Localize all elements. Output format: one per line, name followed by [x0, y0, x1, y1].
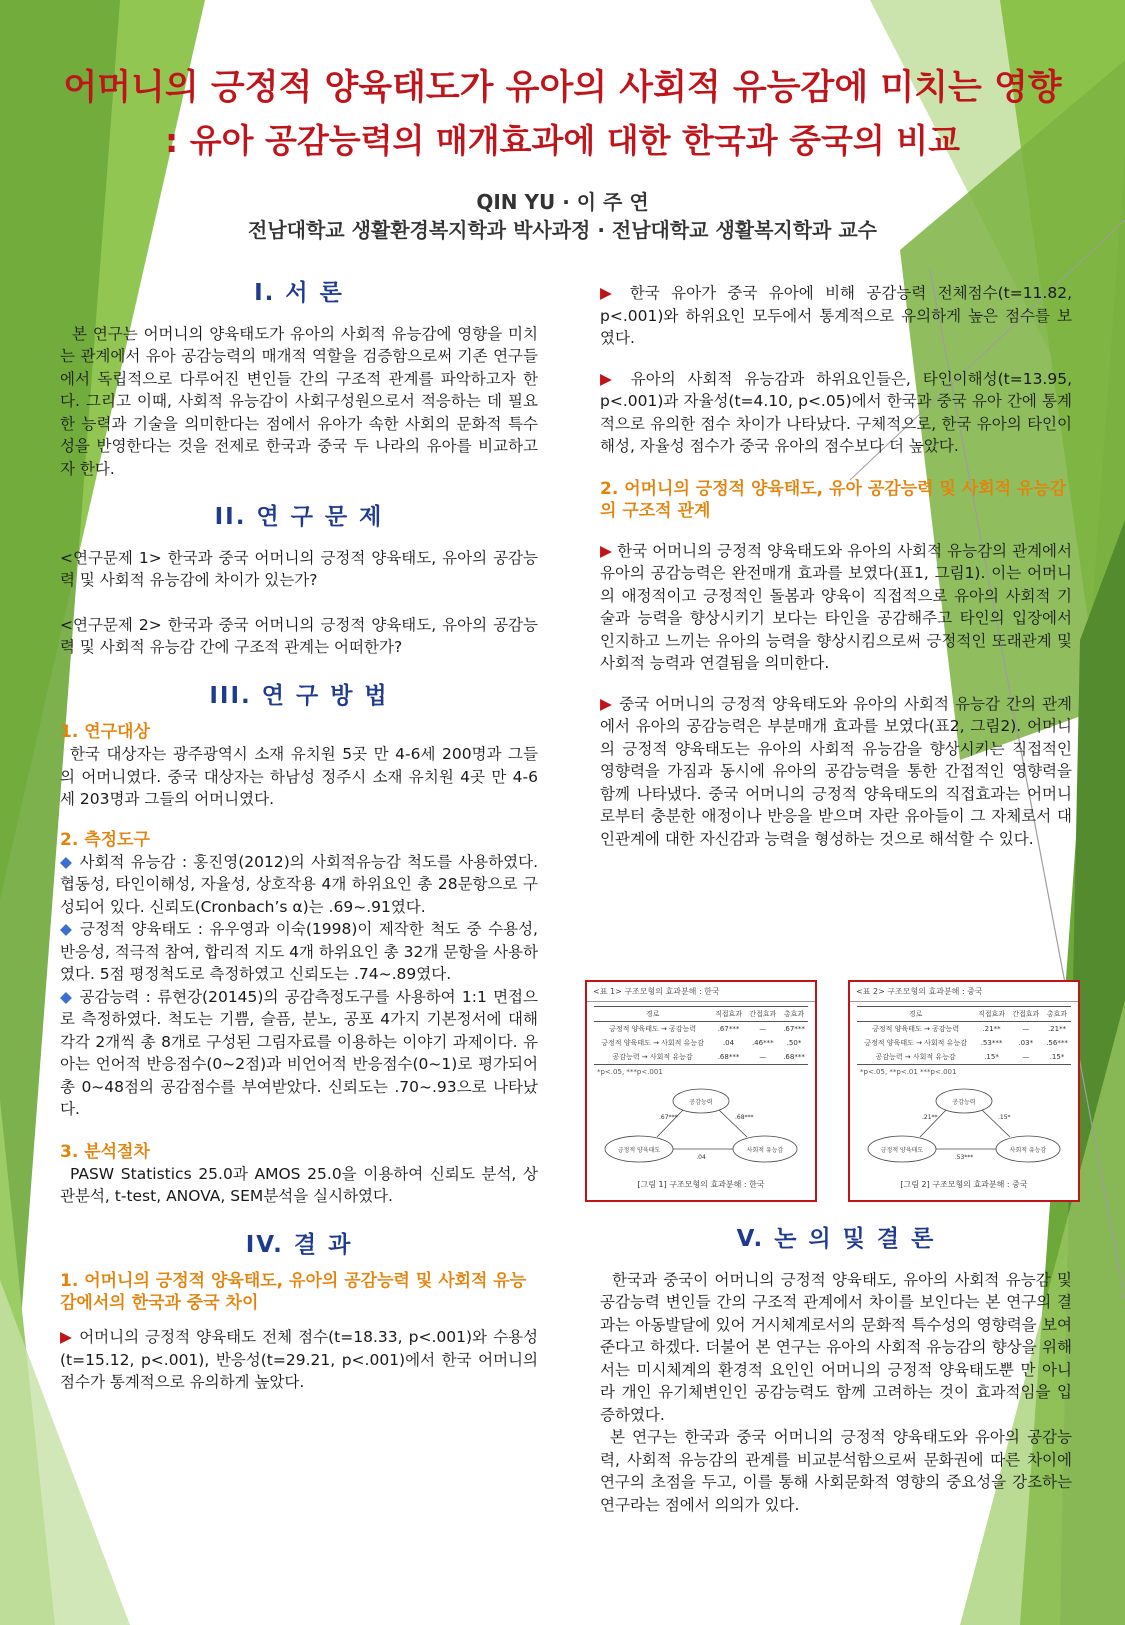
intro-body: 본 연구는 어머니의 양육태도가 유아의 사회적 유능감에 영향을 미치는 관계에서 유아 공감능력의 매개적 역할을 검증함으로써 기존 연구들에서 독립적으로 다루어진 변인들 간의 구조적 관계를 파악하고자 한다. 그리고 이때, 사회적 유능감이 사회구성원으로서 적응하는 데 필요한 능력과 기술을 의미한다는 점에서 유아가 속한 사회의 문화적 특수성을 반영한다는 것을 전제로 한국과 중국 두 나라의 유아를 비교하고자 한다. — [60, 324, 538, 478]
table-row — [594, 1022, 808, 1037]
section-heading-questions: II. 연 구 문 제 — [214, 504, 384, 530]
poster-subtitle: : 유아 공감능력의 매개효과에 대한 한국과 중국의 비교 — [165, 121, 960, 160]
result-text: 한국 유아가 중국 유아에 비해 공감능력 전체점수(t=11.82, p<.001)와 하위요인 모두에서 통계적으로 유의하게 높은 점수를 보였다. — [600, 284, 1072, 347]
conclusion-body-1: 한국과 중국이 어머니의 긍정적 양육태도, 유아의 사회적 유능감 및 공감능력 변인들 간의 구조적 관계에서 차이를 보인다는 본 연구의 결과는 아동발달에 있어 거시체계로서의 문화적 특수성의 영향력을 보여준다고 하겠다. 더불어 본 연구는 유아의 사회적 유능감의 향상을 위해서는 미시체계의 환경적 요인인 어머니의 긍정적 양육태도뿐 만 아니라 개인 유기체변인인 공감능력도 함께 고려하는 것이 효과적임을 입증하였다. — [600, 1270, 1072, 1424]
table-cell: .56*** — [1046, 1039, 1068, 1047]
table-cell: 공감능력 → 사회적 유능감 — [857, 1050, 975, 1065]
section-heading-intro: I. 서 론 — [254, 280, 344, 306]
measure-text: 사회적 유능감 : 홍진영(2012)의 사회적유능감 척도를 사용하였다. 협동성, 타인이해성, 자율성, 상호작용 4개 하위요인 총 28문항으로 구성되어 있다. 신뢰도(Cronbach’s α)는 .69~.91였다. — [60, 852, 539, 916]
path-diagram — [587, 1079, 815, 1179]
affiliation: 전남대학교 생활환경복지학과 박사과정 · 전남대학교 생활복지학과 교수 — [248, 218, 877, 242]
section-heading-methods: III. 연 구 방 법 — [209, 682, 389, 709]
table-row — [594, 1050, 808, 1065]
results-subheading-1: 1. 어머니의 긍정적 양육태도, 유아의 공감능력 및 사회적 유능감에서의 한국과 중국 차이 — [60, 1271, 527, 1313]
effects-table — [594, 1006, 808, 1065]
node-label: 긍정적 양육태도 — [880, 1147, 924, 1154]
table-cell: .46*** — [751, 1039, 774, 1047]
table-cell: 긍정적 양육태도 → 공감능력 — [609, 1025, 697, 1033]
table-cell: .15* — [1043, 1050, 1071, 1065]
table-header: 총효과 — [1043, 1007, 1071, 1022]
measure-parenting — [60, 918, 538, 986]
figure-caption: [그림 2] 구조모형의 효과분해 : 중국 — [900, 1180, 1028, 1189]
section-heading-conclusion: V. 논 의 및 결 론 — [736, 1226, 936, 1252]
path-coef: .68*** — [735, 1114, 754, 1121]
table-row — [857, 1022, 1071, 1037]
table-cell: .67*** — [783, 1025, 805, 1033]
research-question-2: <연구문제 2> 한국과 중국 어머니의 긍정적 양육태도, 유아의 공감능력 및 사회적 유능감 간에 구조적 관계는 어떠한가? — [60, 615, 538, 656]
result-parenting-diff — [60, 1326, 538, 1394]
table-cell: .68*** — [780, 1050, 808, 1065]
figure-china — [848, 980, 1080, 1202]
figure-caption: [그림 1] 구조모형의 효과분해 : 한국 — [637, 1180, 765, 1189]
path-coef: .53*** — [954, 1154, 974, 1161]
section-heading-results: IV. 결 과 — [245, 1231, 353, 1258]
table-header: 직접효과 — [974, 1007, 1008, 1022]
path-coef: .15* — [998, 1114, 1011, 1121]
table-header: 직접효과 — [711, 1007, 745, 1022]
result-social-diff — [600, 368, 1072, 458]
table-row — [857, 1050, 1071, 1065]
subjects-body: 한국 대상자는 광주광역시 소재 유치원 5곳 만 4-6세 200명과 그들의 어머니였다. 중국 대상자는 하남성 정주시 소재 유치원 4곳 만 4-6세 203명과 그들의 어머니였다. — [60, 745, 538, 808]
methods-subheading-measures: 2. 측정도구 — [60, 829, 150, 850]
arrow-bullet-icon: ▶ — [600, 694, 614, 713]
table-cell: 긍정적 양육태도 → 사회적 유능감 — [864, 1039, 967, 1047]
path-coef: .21** — [922, 1114, 938, 1121]
result-text: 유아의 사회적 유능감과 하위요인들은, 타인이해성(t=13.95, p<.001)과 자율성(t=4.10, p<.05)에서 한국과 중국 유아 간에 통계적으로 유의한 점수 차이가 나타났다. 구체적으로, 한국 유아의 타인이해성, 자율성 점수가 중국 유아의 점수보다 더 높았다. — [600, 369, 1073, 455]
table-cell: .21** — [1047, 1025, 1067, 1033]
measure-social-competence — [60, 851, 538, 919]
table-cell: .67*** — [717, 1025, 740, 1033]
conclusion-block — [600, 1228, 1072, 1516]
table-header: 간접효과 — [1009, 1007, 1043, 1022]
arrow-bullet-icon: ▶ — [600, 369, 619, 388]
measure-text: 공감능력 : 류현강(20145)의 공감측정도구를 사용하여 1:1 면접으로 측정하였다. 척도는 기쁨, 슬픔, 분노, 공포 4가지 기본정서에 대해 각각 2개씩 총 8개로 구성된 그림자료를 이용하는 이야기 과제이다. 유아는 언어적 반응점수(0~2점)과 비언어적 반응점수(0~1)로 평가되어 총 0~48점의 공감점수를 부여받았다. 신뢰도는 .70~.93으로 나타났다. — [60, 987, 538, 1118]
research-question-1: <연구문제 1> 한국과 중국 어머니의 긍정적 양육태도, 유아의 공감능력 및 사회적 유능감에 차이가 있는가? — [60, 548, 538, 589]
table-header: 경로 — [857, 1007, 975, 1022]
table-header: 경로 — [594, 1007, 712, 1022]
table-cell: .53*** — [980, 1039, 1003, 1047]
table-note: *p<.05, **p<.01 ***p<.001 — [860, 1068, 957, 1076]
table-cell: — — [759, 1025, 767, 1033]
table-row — [594, 1036, 808, 1050]
table-cell: .03* — [1018, 1039, 1034, 1047]
path-coef: .67*** — [659, 1114, 678, 1121]
diamond-bullet-icon: ◆ — [60, 852, 74, 871]
table-cell: — — [746, 1050, 780, 1065]
table-cell: .50* — [786, 1039, 802, 1047]
table-cell: — — [1009, 1050, 1043, 1065]
arrow-bullet-icon: ▶ — [60, 1328, 74, 1346]
result-korea-structure — [600, 540, 1072, 675]
node-label: 공감능력 — [952, 1099, 976, 1106]
node-label: 사회적 유능감 — [746, 1147, 784, 1154]
table-row — [857, 1036, 1071, 1050]
path-diagram — [850, 1079, 1078, 1179]
table-note: *p<.05, ***p<.001 — [597, 1068, 663, 1076]
table-cell: — — [1022, 1025, 1030, 1033]
arrow-bullet-icon: ▶ — [600, 541, 613, 560]
node-label: 긍정적 양육태도 — [617, 1147, 661, 1154]
diamond-bullet-icon: ◆ — [60, 920, 74, 938]
result-china-structure — [600, 693, 1072, 851]
table-header: 간접효과 — [746, 1007, 780, 1022]
authors: QIN YU · 이 주 연 — [476, 190, 649, 214]
effects-table — [857, 1006, 1071, 1065]
table-cell: 긍정적 양육태도 → 공감능력 — [872, 1025, 960, 1033]
conclusion-body-2: 본 연구는 한국과 중국 어머니의 긍정적 양육태도와 유아의 공감능력, 사회적 유능감의 관계를 비교분석함으로써 문화권에 따른 차이에 연구의 초점을 두고, 이를 통해 사회문화적 영향의 중요성을 강조하는 연구라는 점에서 의의가 있다. — [600, 1428, 1072, 1514]
node-label: 사회적 유능감 — [1009, 1147, 1047, 1154]
table-header: 총효과 — [780, 1007, 808, 1022]
arrow-bullet-icon: ▶ — [600, 284, 619, 302]
result-text: 중국 어머니의 긍정적 양육태도와 유아의 사회적 유능감 간의 관계에서 유아의 공감능력은 부분매개 효과를 보였다(표2, 그림2). 어머니의 긍정적 양육태도는 유아의 사회적 유능감을 향상시키는 직접적인 영향력을 가짐과 동시에 유아의 공감능력을 통한 간접적인 영향력을 함께 나타냈다. 중국 어머니의 긍정적 양육태도의 직접효과는 어머니로부터 충분한 애정이나 반응을 받으며 자란 유아들이 그 자체로서 대인관계에 대한 자신감과 능력을 형성하는 것으로 해석할 수 있다. — [600, 694, 1072, 848]
left-column — [60, 282, 538, 1394]
node-label: 공감능력 — [689, 1099, 713, 1106]
poster-title: 어머니의 긍정적 양육태도가 유아의 사회적 유능감에 미치는 영향 — [63, 68, 1062, 108]
table-cell: 공감능력 → 사회적 유능감 — [594, 1050, 712, 1065]
table-cell: .04 — [722, 1039, 735, 1047]
table-cell: .68*** — [711, 1050, 745, 1065]
right-column — [600, 282, 1072, 850]
analysis-body: PASW Statistics 25.0과 AMOS 25.0을 이용하여 신뢰도 분석, 상관분석, t-test, ANOVA, SEM분석을 실시하였다. — [60, 1164, 538, 1205]
table-cell: 긍정적 양육태도 → 사회적 유능감 — [601, 1039, 704, 1047]
methods-subheading-subjects: 1. 연구대상 — [60, 722, 150, 742]
measure-text: 긍정적 양육태도 : 유우영과 이숙(1998)이 제작한 척도 중 수용성, 반응성, 적극적 참여, 합리적 지도 4개 하위요인 총 32개 문항을 사용하였다. 5점 평정척도로 측정하였고 신뢰도는 .74~.89였다. — [60, 920, 539, 983]
figure-title: <표 2> 구조모형의 효과분해 : 중국 — [850, 982, 1078, 1002]
results-subheading-2: 2. 어머니의 긍정적 양육태도, 유아 공감능력 및 사회적 유능감의 구조적 관계 — [600, 478, 1067, 521]
methods-subheading-analysis: 3. 분석절차 — [60, 1141, 150, 1162]
measure-empathy — [60, 986, 538, 1121]
figure-title: <표 1> 구조모형의 효과분해 : 한국 — [587, 982, 815, 1002]
diamond-bullet-icon: ◆ — [60, 987, 74, 1006]
table-cell: .21** — [982, 1025, 1001, 1033]
result-text: 한국 어머니의 긍정적 양육태도와 유아의 사회적 유능감의 관계에서 유아의 공감능력은 완전매개 효과를 보였다(표1, 그림1). 이는 어머니의 애정적이고 긍정적인 돌봄과 양육이 직접적으로 유아의 사회적 기술과 능력을 향상시키기 보다는 타인을 공감해주고 타인의 입장에서 인지하고 느끼는 유아의 능력을 향상시킴으로써 긍정적인 또래관계 및 사회적 능력과 연결됨을 의미한다. — [600, 541, 1072, 672]
path-coef: .04 — [696, 1154, 706, 1161]
result-text: 어머니의 긍정적 양육태도 전체 점수(t=18.33, p<.001)와 수용성(t=15.12, p<.001), 반응성(t=29.21, p<.001)에서 한국 어머니의 점수가 통계적으로 유의하게 높았다. — [60, 1328, 538, 1391]
result-empathy-diff — [600, 282, 1072, 350]
table-cell: .15* — [974, 1050, 1008, 1065]
figure-korea — [585, 980, 817, 1202]
